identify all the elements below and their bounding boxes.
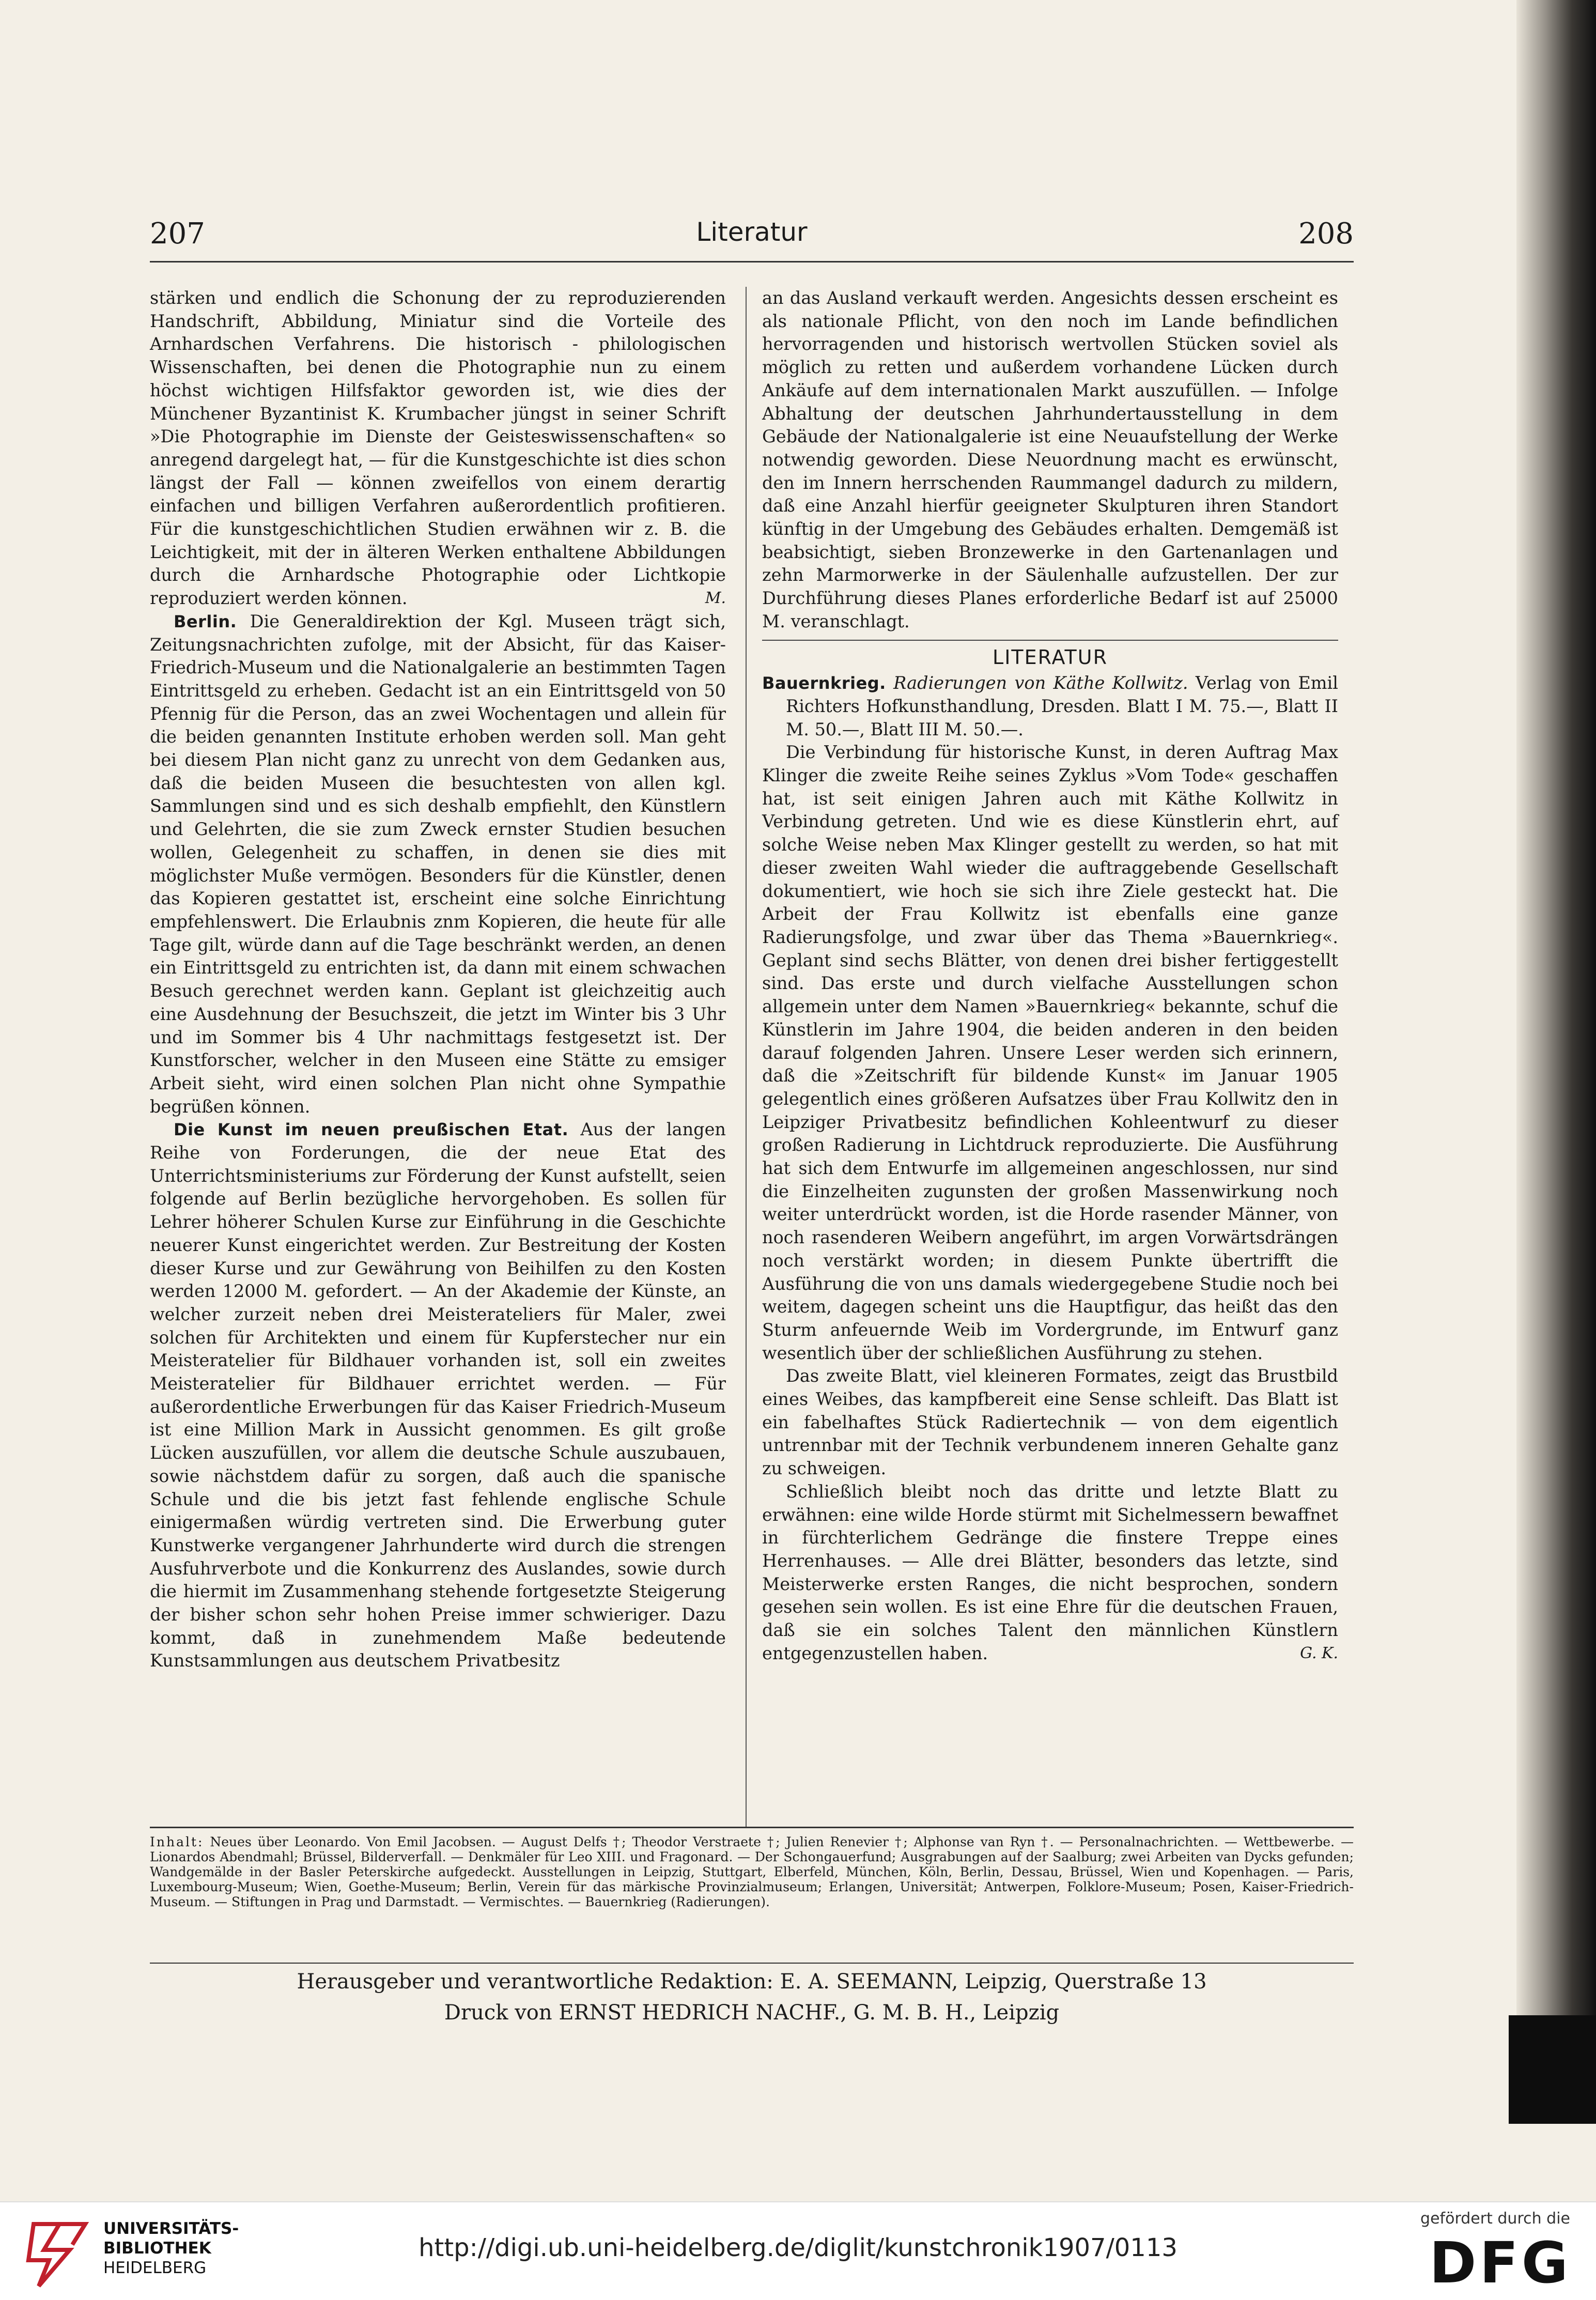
literature-entry: Bauernkrieg. Radierungen von Käthe Kollwitz. Verlag von Emil Richters Hofkunsthandlung, Dresden. Blatt I M. 75.—, Blatt II M. 50.—, Blatt III M. 50.—. [762, 673, 1338, 739]
imprint-editor: Herausgeber und verantwortliche Redaktion: E. A. SEEMANN, Leipzig, Querstraße 13 [297, 1970, 1207, 1994]
left-column [150, 287, 726, 1673]
signature-m: M. [705, 589, 726, 608]
section-title-literatur: LITERATUR [993, 645, 1108, 669]
heading-berlin: Berlin. [174, 611, 237, 631]
library-name: UNIVERSITÄTS- BIBLIOTHEK HEIDELBERG [103, 2219, 239, 2277]
right-column [762, 287, 1338, 1665]
header-rule [150, 261, 1354, 263]
paragraph-arnhard: stärken und endlich die Schonung der zu reproduzierenden Handschrift, Abbildung, Miniatur sind die Vorteile des Arnhardschen Verfahrens. Die historisch - philologischen Wissenschaften, bei denen die Photographie nun zu einem höchst wichtigen Hilfsfaktor geworden ist, wie dies der Münchener Byzantinist K. Krumbacher jüngst in seiner Schrift »Die Photographie im Dienste der Geisteswissenschaften« so anregend dargelegt hat, — für die Kunstgeschichte ist dies schon längst der Fall — können zweifellos von einem derartig einfachen und billigen Verfahren außerordentlich profitieren. Für die kunstgeschichtlichen Studien erwähnen wir z. B. die Leichtigkeit, mit der in älteren Werken enthaltene Abbildungen durch die Arnhardsche Photographie oder Lichtkopie reproduziert werden können. M. [150, 287, 726, 610]
page-header [150, 207, 1354, 253]
book-spine-edge [1509, 2015, 1596, 2124]
page-number-left: 207 [150, 217, 205, 251]
contents-text: Neues über Leonardo. Von Emil Jacobsen. — August Delfs †; Theodor Verstraete †; Julien Renevier †; Alphonse van Ryn †. — Personalnachrichten. — Wettbewerbe. — Lionardos Abendmahl; Brüssel, Bilderverfall. — Denkmäler für Leo XIII. und Fragonard. — Der Schongauerfund; Ausgrabungen auf der Saalburg; zwei Arbeiten van Dycks gefunden; Wandgemälde in der Basler Peterskirche aufgedeckt. Ausstellungen in Leipzig, Stuttgart, Elberfeld, München, Köln, Berlin, Dessau, Brüssel, Wien und Kopenhagen. — Paris, Luxembourg-Museum; Wien, Goethe-Museum; Berlin, Verein für das märkische Provinzialmuseum; Erlangen, Universität; Antwerpen, Folklore-Museum; Posen, Kaiser-Friedrich-Museum. — Stiftungen in Prag und Darmstadt. — Vermischtes. — Bauernkrieg (Radierungen). [150, 1834, 1354, 1909]
contents-bottom-rule [150, 1963, 1354, 1964]
heading-etat: Die Kunst im neuen preußischen Etat. [174, 1120, 569, 1140]
contents-block [150, 1834, 1354, 1909]
paragraph-kollwitz-2: Das zweite Blatt, viel kleineren Formates, zeigt das Brustbild eines Weibes, das kampfbereit eine Sense schleift. Das Blatt ist ein fabelhaftes Stück Radiertechnik — von dem eigentlich untrennbar mit der Technik verbundenem inneren Gehalte ganz zu schweigen. [762, 1366, 1338, 1479]
paragraph-kollwitz-1: Die Verbindung für historische Kunst, in deren Auftrag Max Klinger die zweite Reihe seines Zyklus »Vom Tode« geschaffen hat, ist seit einigen Jahren auch mit Käthe Kollwitz in Verbindung getreten. Und wie es diese Künstlerin ehrt, auf solche Weise neben Max Klinger gestellt zu werden, so hat mit dieser zweiten Wahl wieder die auftraggebende Gesellschaft dokumentiert, wie hoch sie sich ihre Ziele gesteckt hat. Die Arbeit der Frau Kollwitz ist ebenfalls eine ganze Radierungsfolge, und zwar über das Thema »Bauernkrieg«. Geplant sind sechs Blätter, von denen drei bisher fertiggestellt sind. Das erste und durch vielfache Ausstellungen schon allgemein unter dem Namen »Bauernkrieg« bekannte, schuf die Künstlerin im Jahre 1904, die beiden anderen in den beiden darauf folgenden Jahren. Unsere Leser werden sich erinnern, daß die »Zeitschrift für bildende Kunst« im Januar 1905 gelegentlich eines größeren Aufsatzes über Frau Kollwitz den in Leipziger Privatbesitz befindlichen Kohleentwurf zu dieser großen Radierung in Lichtdruck reproduzierte. Die Ausführung hat sich dem Entwurfe im allgemeinen angeschlossen, nur sind die Einzelheiten zugunsten der großen Massenwirkung noch weiter unterdrückt worden, ist die Horde rasender Männer, von noch rasenderen Weibern angeführt, im argen Vorwärtsdrängen noch verstärkt worden; in diesem Punkte übertrifft die Ausführung die von uns damals wiedergegebene Studie noch bei weitem, dagegen scheint uns die Hauptfigur, das heißt das den Sturm anfeuernde Weib im Vordergrunde, im Entwurf ganz wesentlich über der schließlichen Ausführung zu stehen. [762, 742, 1338, 1363]
funding-label: gefördert durch die [1420, 2210, 1570, 2228]
column-divider [746, 287, 747, 1827]
book-spine-shadow [1516, 0, 1596, 2124]
entry-heading: Bauernkrieg. [762, 673, 886, 693]
paragraph-etat: Die Kunst im neuen preußischen Etat. Aus der langen Reihe von Forderungen, die der neue Etat des Unterrichtsministeriums zur Förderung der Kunst aufstellt, seien folgende auf Berlin bezügliche hervorgehoben. Es sollen für Lehrer höherer Schulen Kurse zur Einführung in die Geschichte neuerer Kunst eingerichtet werden. Zur Bestreitung der Kosten dieser Kurse und zur Gewährung von Beihilfen zu den Kosten werden 12000 M. gefordert. — An der Akademie der Künste, an welcher zurzeit neben drei Meisterateliers für Maler, zwei solchen für Architekten und einem für Kupferstecher nur ein Meisteratelier für Bildhauer vorhanden ist, soll ein zweites Meisteratelier für Bildhauer errichtet werden. — Für außerordentliche Erwerbungen für das Kaiser Friedrich-Museum ist eine Million Mark in Aussicht genommen. Es gilt große Lücken auszufüllen, vor allem die deutsche Schule auszubauen, sowie nächstdem dafür zu sorgen, daß auch die spanische Schule und die bis jetzt fast fehlende englische Schule einigermaßen würdig vertreten sind. Die Erwerbung guter Kunstwerke vergangener Jahrhunderte wird durch die strengen Ausfuhrverbote und die Konkurrenz des Auslandes, sowie durch die hiermit im Zusammenhang stehende fortgesetzte Steigerung der bisher schon sehr hohen Preise immer schwieriger. Dazu kommt, daß in zunehmendem Maße bedeutende Kunstsammlungen aus deutschem Privatbesitz [150, 1119, 726, 1671]
paragraph-kollwitz-3: Schließlich bleibt noch das dritte und letzte Blatt zu erwähnen: eine wilde Horde stürmt mit Sichelmessern bewaffnet in fürchterlichem Gedränge die finstere Treppe eines Herrenhauses. — Alle drei Blätter, besonders das letzte, sind Meisterwerke ersten Ranges, die nicht besprochen, sondern gesehen sein wollen. Es ist eine Ehre für die deutschen Frauen, daß sie ein solches Talent den männlichen Künstlern entgegenzustellen haben. G. K. [762, 1480, 1338, 1665]
running-title: Literatur [696, 217, 808, 247]
contents-top-rule [150, 1827, 1354, 1828]
signature-gk: G. K. [1300, 1644, 1338, 1662]
imprint-printer: Druck von ERNST HEDRICH NACHF., G. M. B. H., Leipzig [444, 2001, 1060, 2025]
paragraph-berlin: Berlin. Die Generaldirektion der Kgl. Museen trägt sich, Zeitungsnachrichten zufolge, mit der Absicht, für das Kaiser-Friedrich-Museum und die Nationalgalerie an bestimmten Tagen Eintrittsgeld zu erheben. Gedacht ist an ein Eintrittsgeld von 50 Pfennig für die Person, das an zwei Wochentagen und allein für die beiden genannten Institute erhoben werden soll. Man geht bei diesem Plan nicht ganz zu unrecht von dem Gedanken aus, daß die beiden Museen die besuchtesten von allen kgl. Sammlungen sind und es sich deshalb empfiehlt, den Künstlern und Gelehrten, die sie zum Zweck ernster Studien besuchen wollen, Gelegenheit zu schaffen, in denen sie dies mit möglichster Muße vermögen. Besonders für die Künstler, denen das Kopieren gestattet ist, erscheint eine solche Einrichtung empfehlenswert. Die Erlaubnis znm Kopieren, die heute für alle Tage gilt, würde dann auf die Tage beschränkt werden, an denen ein Eintrittsgeld zu entrichten ist, da dann mit einem schwachen Besuch gerechnet werden kann. Geplant ist gleichzeitig auch eine Ausdehnung der Besuchszeit, die jetzt im Winter bis 3 Uhr und im Sommer bis 4 Uhr nachmittags festgesetzt ist. Der Kunstforscher, welcher in den Museen eine Stätte zu emsiger Arbeit sieht, wird einen solchen Plan nicht ohne Sympathie begrüßen können. [150, 611, 726, 1117]
entry-title: Radierungen von Käthe Kollwitz. [893, 673, 1188, 693]
permalink-url[interactable]: http://digi.ub.uni-heidelberg.de/diglit/kunstchronik1907/0113 [419, 2233, 1177, 2262]
dfg-logo: DFG [1429, 2230, 1571, 2296]
digitization-footer [0, 2201, 1596, 2300]
contents-label: Inhalt: [150, 1834, 204, 1849]
section-rule [762, 640, 1338, 641]
page-number-right: 208 [1298, 217, 1354, 251]
paragraph-continuation: an das Ausland verkauft werden. Angesichts dessen erscheint es als nationale Pflicht, von den noch im Lande befindlichen hervorragenden und historisch wertvollen Stücken soviel als möglich zu retten und außerdem vorhandene Lücken durch Ankäufe auf dem internationalen Markt auszufüllen. — Infolge Abhaltung der deutschen Jahrhundertausstellung in dem Gebäude der Nationalgalerie ist eine Neuaufstellung der Werke notwendig geworden. Diese Neuordnung macht es erwünscht, den im Innern herrschenden Raummangel dadurch zu mildern, daß eine Anzahl hierfür geeigneter Skulpturen ihren Standort künftig in der Umgebung des Gebäudes erhalten. Demgemäß ist beabsichtigt, sieben Bronzewerke in den Gartenanlagen und zehn Marmorwerke in der Säulenhalle aufzustellen. Der zur Durchführung dieses Planes erforderliche Bedarf ist auf 25000 M. veranschlagt. [762, 288, 1338, 631]
